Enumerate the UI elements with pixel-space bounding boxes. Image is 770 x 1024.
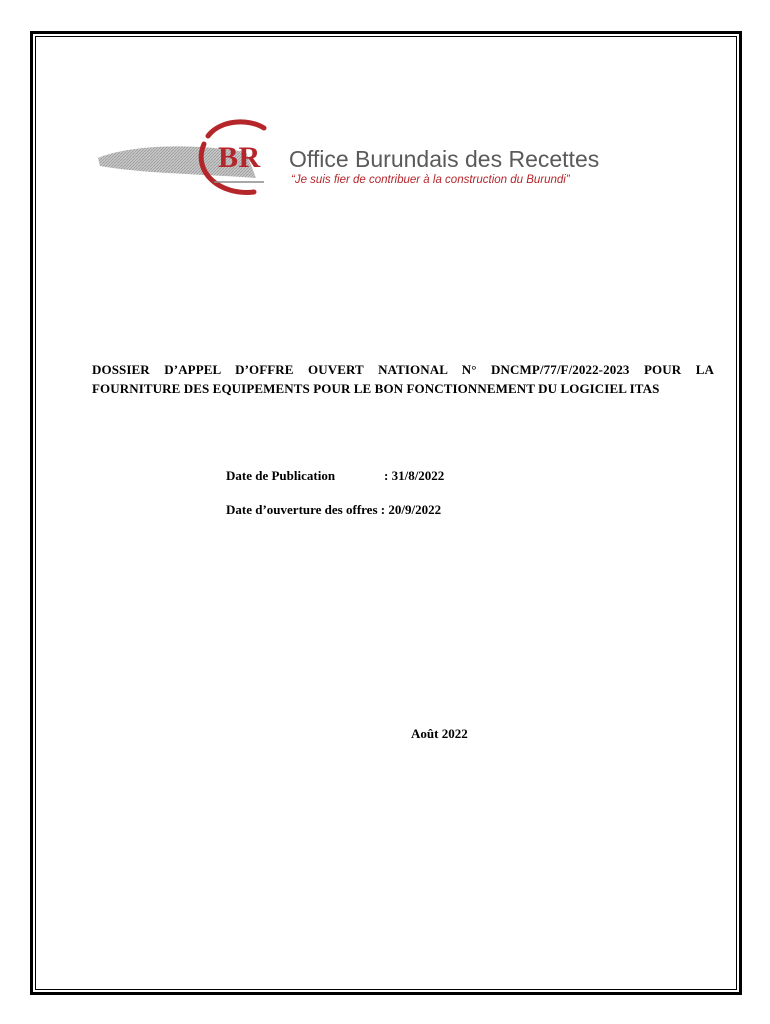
organization-slogan: “Je suis fier de contribuer à la construction du Burundi” bbox=[291, 174, 570, 186]
organization-name: Office Burundais des Recettes bbox=[289, 146, 600, 172]
opening-date-row bbox=[226, 503, 441, 516]
opening-date-label: Date d’ouverture des offres bbox=[226, 502, 378, 517]
publication-date-row bbox=[226, 469, 444, 482]
publication-date-value: : 31/8/2022 bbox=[384, 468, 445, 483]
logo-letters: BR bbox=[218, 141, 261, 174]
document-title: DOSSIER D’APPEL D’OFFRE OUVERT NATIONAL N° DNCMP/77/F/2022-2023 POUR LA FOURNITURE DES EQUIPEMENTS POUR LE BON FONCTIONNEMENT DU LOGICIEL ITAS bbox=[92, 362, 714, 396]
obr-logo bbox=[96, 116, 656, 200]
publication-date-label: Date de Publication bbox=[226, 468, 336, 483]
document-date: Août 2022 bbox=[411, 726, 468, 741]
opening-date-value: : 20/9/2022 bbox=[380, 502, 442, 517]
